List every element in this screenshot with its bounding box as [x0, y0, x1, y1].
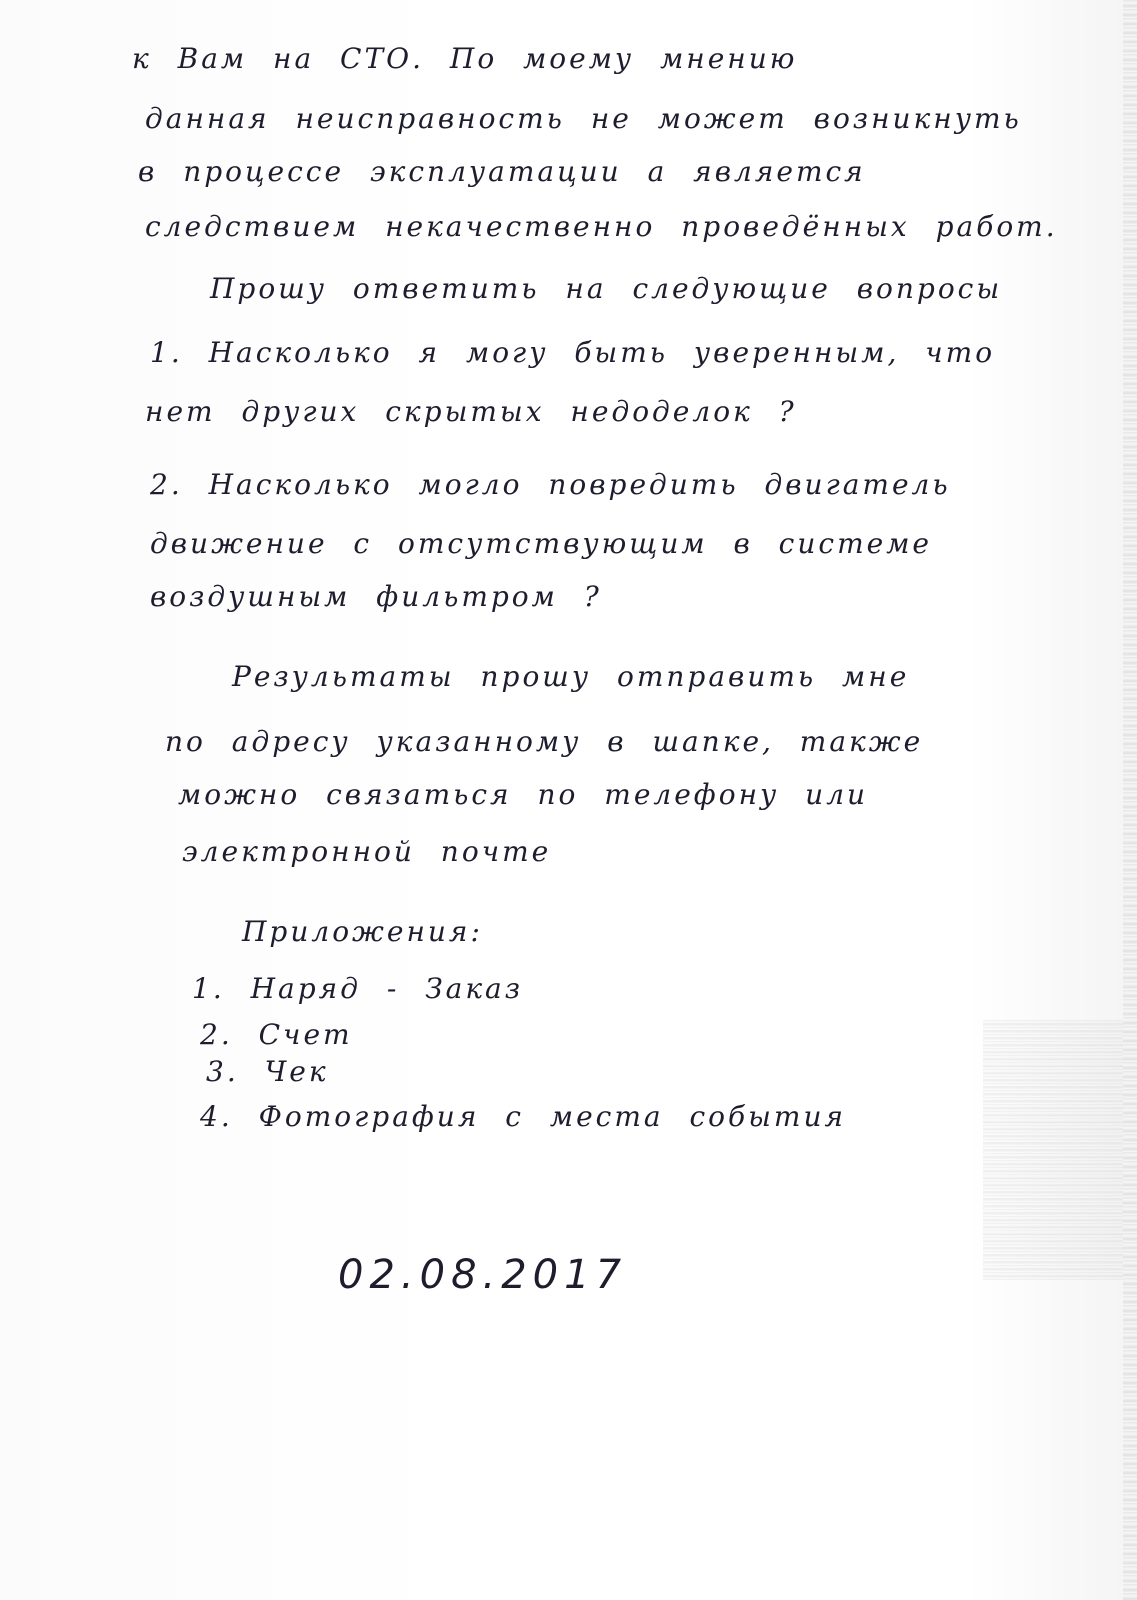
attachment-item-1: 1. Наряд - Заказ — [192, 972, 524, 1005]
letter-line-2: данная неисправность не может возникнуть — [145, 102, 1022, 135]
question-1-line-1: 1. Насколько я могу быть уверенным, что — [150, 336, 996, 369]
scanner-noise-artifact — [983, 1020, 1123, 1280]
question-2-line-1: 2. Насколько могло повредить двигатель — [150, 468, 951, 501]
attachment-item-2: 2. Счет — [200, 1018, 353, 1051]
attachments-heading: Приложения: — [242, 915, 483, 948]
question-2-line-2: движение с отсутствующим в системе — [150, 527, 932, 560]
attachment-item-3: 3. Чек — [206, 1055, 329, 1088]
letter-date: 02.08.2017 — [338, 1252, 628, 1298]
letter-line-4: следствием некачественно проведённых работ. — [145, 210, 1058, 243]
request-intro: Прошу ответить на следующие вопросы — [210, 272, 1003, 305]
attachment-item-4: 4. Фотография с места события — [200, 1100, 847, 1133]
closing-line-2: по адресу указанному в шапке, также — [165, 725, 924, 758]
closing-line-1: Результаты прошу отправить мне — [232, 660, 910, 693]
letter-line-3: в процессе эксплуатации а является — [138, 155, 866, 188]
letter-line-1: к Вам на СТО. По моему мнению — [132, 42, 798, 75]
scanner-edge-artifact — [1123, 0, 1137, 1600]
closing-line-4: электронной почте — [182, 835, 552, 868]
question-1-line-2: нет других скрытых недоделок ? — [145, 395, 797, 428]
question-2-line-3: воздушным фильтром ? — [150, 580, 602, 613]
closing-line-3: можно связаться по телефону или — [178, 778, 869, 811]
